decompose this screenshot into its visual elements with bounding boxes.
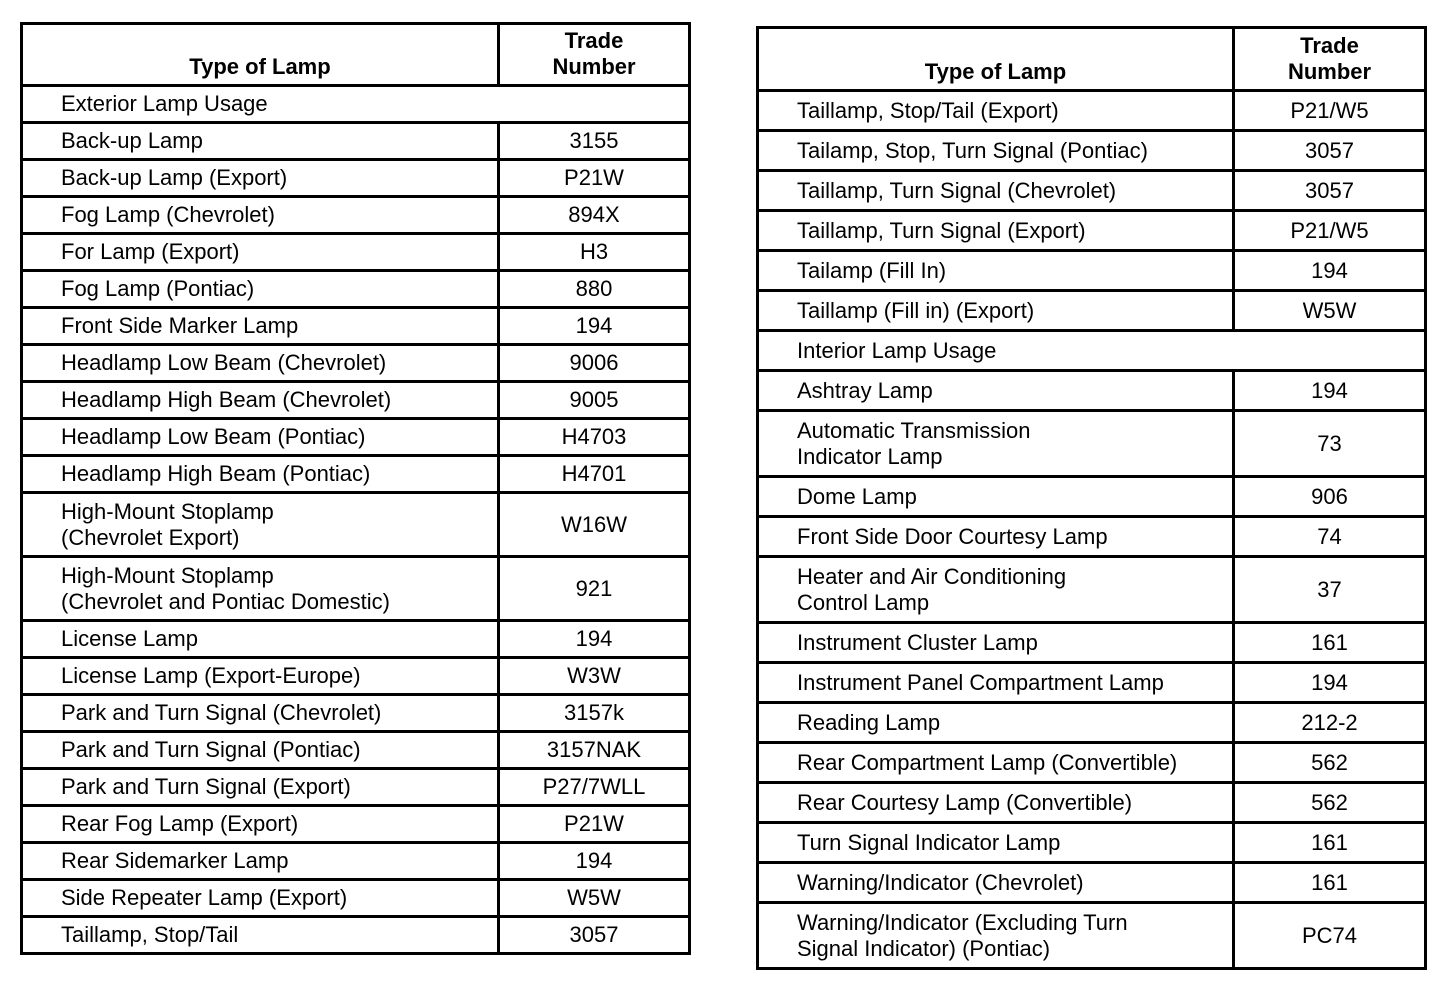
table-row (758, 211, 1426, 251)
lamp-type-text: Taillamp, Stop/Tail (61, 922, 239, 947)
lamp-type-text: Fog Lamp (Chevrolet) (61, 202, 275, 227)
lamp-type-cell (22, 557, 499, 621)
lamp-type-cell (22, 658, 499, 695)
trade-number-cell: 161 (1234, 623, 1426, 663)
table-row (758, 517, 1426, 557)
lamp-type-cell (758, 291, 1234, 331)
lamp-type-text: Instrument Cluster Lamp (797, 629, 1038, 655)
table-row (22, 456, 690, 493)
lamp-type-cell (758, 251, 1234, 291)
table-row (758, 783, 1426, 823)
right-table-body (758, 91, 1426, 969)
lamp-type-text: Rear Fog Lamp (Export) (61, 811, 299, 836)
lamp-type-cell (758, 211, 1234, 251)
table-row (22, 382, 690, 419)
table-row (758, 903, 1426, 969)
lamp-type-cell (758, 663, 1234, 703)
lamp-type-cell (758, 171, 1234, 211)
lamp-type-cell (22, 806, 499, 843)
trade-number-cell: 9006 (499, 345, 690, 382)
header-row (22, 24, 690, 86)
left-lamp-table (20, 22, 691, 955)
table-row (22, 345, 690, 382)
lamp-type-cell (22, 271, 499, 308)
trade-header-line1: Trade (1300, 33, 1359, 58)
trade-number-cell: H4703 (499, 419, 690, 456)
lamp-type-cell (22, 695, 499, 732)
table-row (758, 823, 1426, 863)
section-label: Interior Lamp Usage (758, 331, 1426, 371)
lamp-type-text-line2: Indicator Lamp (797, 443, 943, 469)
lamp-type-text: Tailamp, Stop, Turn Signal (Pontiac) (797, 137, 1148, 163)
trade-number-cell: 161 (1234, 863, 1426, 903)
trade-number-cell: P21W (499, 160, 690, 197)
lamp-type-text: Park and Turn Signal (Pontiac) (61, 737, 361, 762)
trade-number-cell: 921 (499, 557, 690, 621)
table-row (758, 703, 1426, 743)
trade-number-cell: 194 (499, 621, 690, 658)
trade-number-header (499, 24, 690, 86)
lamp-type-cell (758, 863, 1234, 903)
trade-number-cell: H3 (499, 234, 690, 271)
lamp-type-cell (758, 371, 1234, 411)
table-row (22, 621, 690, 658)
lamp-type-text: License Lamp (Export-Europe) (61, 663, 361, 688)
left-table-body (22, 86, 690, 954)
trade-number-cell: 562 (1234, 783, 1426, 823)
lamp-type-text: Instrument Panel Compartment Lamp (797, 669, 1164, 695)
trade-number-cell: 212-2 (1234, 703, 1426, 743)
lamp-type-text: Tailamp (Fill In) (797, 257, 947, 283)
table-row (758, 411, 1426, 477)
trade-header-line2: Number (1287, 59, 1372, 84)
lamp-type-text: Taillamp, Turn Signal (Export) (797, 217, 1086, 243)
lamp-type-text: Side Repeater Lamp (Export) (61, 885, 348, 910)
trade-number-cell: 194 (1234, 251, 1426, 291)
table-row (758, 291, 1426, 331)
table-row (758, 371, 1426, 411)
table-row (22, 234, 690, 271)
lamp-type-cell (22, 382, 499, 419)
lamp-type-cell (22, 732, 499, 769)
trade-number-cell: 3157k (499, 695, 690, 732)
trade-number-cell: W5W (499, 880, 690, 917)
table-row (758, 557, 1426, 623)
lamp-type-text: Taillamp, Turn Signal (Chevrolet) (797, 177, 1117, 203)
trade-number-cell: 562 (1234, 743, 1426, 783)
type-of-lamp-header: Type of Lamp (22, 24, 499, 86)
lamp-type-text: Fog Lamp (Pontiac) (61, 276, 255, 301)
trade-number-cell: 194 (1234, 663, 1426, 703)
lamp-type-text: Heater and Air Conditioning (797, 563, 1067, 589)
lamp-type-cell (22, 880, 499, 917)
lamp-type-cell (22, 769, 499, 806)
lamp-type-text: Taillamp (Fill in) (Export) (797, 297, 1035, 323)
lamp-type-text-line2: Control Lamp (797, 589, 930, 615)
lamp-type-text: Rear Sidemarker Lamp (61, 848, 289, 873)
section-row (22, 86, 690, 123)
trade-number-cell: 880 (499, 271, 690, 308)
table-row (22, 843, 690, 880)
trade-number-cell: W16W (499, 493, 690, 557)
lamp-type-text: Park and Turn Signal (Export) (61, 774, 351, 799)
lamp-type-cell (758, 743, 1234, 783)
trade-number-cell: 37 (1234, 557, 1426, 623)
lamp-type-cell (22, 843, 499, 880)
lamp-type-text: Reading Lamp (797, 709, 941, 735)
lamp-type-cell (758, 517, 1234, 557)
lamp-type-cell (22, 493, 499, 557)
trade-number-cell: 74 (1234, 517, 1426, 557)
lamp-type-cell (22, 419, 499, 456)
table-row (22, 695, 690, 732)
lamp-type-cell (22, 308, 499, 345)
table-row (758, 743, 1426, 783)
trade-number-cell: 161 (1234, 823, 1426, 863)
lamp-type-text: Rear Courtesy Lamp (Convertible) (797, 789, 1133, 815)
lamp-type-text: Headlamp Low Beam (Chevrolet) (61, 350, 387, 375)
trade-number-header (1234, 28, 1426, 91)
table-row (22, 123, 690, 160)
table-row (22, 732, 690, 769)
table-row (22, 419, 690, 456)
trade-number-cell: W5W (1234, 291, 1426, 331)
trade-number-cell: 3157NAK (499, 732, 690, 769)
trade-number-cell: 3057 (499, 917, 690, 954)
trade-number-cell: 906 (1234, 477, 1426, 517)
lamp-type-cell (22, 160, 499, 197)
lamp-type-text: Back-up Lamp (61, 128, 203, 153)
lamp-type-cell (758, 823, 1234, 863)
lamp-type-text-line2: (Chevrolet and Pontiac Domestic) (61, 588, 390, 614)
table-row (22, 769, 690, 806)
lamp-type-text: Headlamp High Beam (Pontiac) (61, 461, 371, 486)
table-row (758, 91, 1426, 131)
table-row (22, 880, 690, 917)
lamp-type-text: Rear Compartment Lamp (Convertible) (797, 749, 1178, 775)
lamp-type-cell (758, 903, 1234, 969)
table-row (22, 160, 690, 197)
table-row (758, 477, 1426, 517)
table-row (758, 663, 1426, 703)
lamp-type-text: Park and Turn Signal (Chevrolet) (61, 700, 382, 725)
lamp-type-cell (758, 557, 1234, 623)
lamp-type-cell (758, 91, 1234, 131)
table-row (758, 171, 1426, 211)
trade-number-cell: 194 (499, 843, 690, 880)
lamp-type-text-line2: Signal Indicator) (Pontiac) (797, 935, 1051, 961)
lamp-type-cell (22, 234, 499, 271)
lamp-type-cell (758, 623, 1234, 663)
lamp-type-cell (22, 197, 499, 234)
table-row (758, 131, 1426, 171)
trade-number-cell: 194 (1234, 371, 1426, 411)
lamp-type-cell (758, 477, 1234, 517)
table-row (22, 917, 690, 954)
lamp-type-text: High-Mount Stoplamp (61, 498, 274, 524)
lamp-type-cell (758, 703, 1234, 743)
header-row (758, 28, 1426, 91)
lamp-type-text: Taillamp, Stop/Tail (Export) (797, 97, 1059, 123)
lamp-type-cell (22, 621, 499, 658)
table-row (22, 557, 690, 621)
trade-number-cell: H4701 (499, 456, 690, 493)
lamp-type-text: Back-up Lamp (Export) (61, 165, 288, 190)
lamp-type-cell (758, 783, 1234, 823)
trade-number-cell: 9005 (499, 382, 690, 419)
section-row (758, 331, 1426, 371)
trade-number-cell: 194 (499, 308, 690, 345)
trade-number-cell: P21/W5 (1234, 91, 1426, 131)
trade-number-cell: 894X (499, 197, 690, 234)
trade-number-cell: P21W (499, 806, 690, 843)
table-row (22, 308, 690, 345)
table-row (22, 658, 690, 695)
section-label: Exterior Lamp Usage (22, 86, 690, 123)
trade-number-cell: W3W (499, 658, 690, 695)
table-row (22, 493, 690, 557)
lamp-type-text: Automatic Transmission (797, 417, 1031, 443)
lamp-type-text: Warning/Indicator (Chevrolet) (797, 869, 1084, 895)
lamp-type-cell (758, 131, 1234, 171)
trade-number-cell: 3057 (1234, 131, 1426, 171)
lamp-type-text: License Lamp (61, 626, 198, 651)
table-row (22, 806, 690, 843)
lamp-type-cell (22, 345, 499, 382)
lamp-type-cell (22, 123, 499, 160)
trade-number-cell: 3057 (1234, 171, 1426, 211)
lamp-type-text: Headlamp Low Beam (Pontiac) (61, 424, 366, 449)
trade-number-cell: P21/W5 (1234, 211, 1426, 251)
trade-header-line2: Number (552, 54, 636, 79)
lamp-type-text: Front Side Door Courtesy Lamp (797, 523, 1108, 549)
table-row (758, 863, 1426, 903)
right-lamp-table (756, 26, 1427, 970)
table-row (758, 251, 1426, 291)
trade-number-cell: PC74 (1234, 903, 1426, 969)
lamp-type-cell (22, 917, 499, 954)
trade-number-cell: P27/7WLL (499, 769, 690, 806)
trade-number-cell: 73 (1234, 411, 1426, 477)
lamp-type-cell (758, 411, 1234, 477)
lamp-type-text: For Lamp (Export) (61, 239, 240, 264)
table-row (22, 197, 690, 234)
trade-number-cell: 3155 (499, 123, 690, 160)
lamp-type-text: Ashtray Lamp (797, 377, 933, 403)
type-of-lamp-header: Type of Lamp (758, 28, 1234, 91)
lamp-type-text: Turn Signal Indicator Lamp (797, 829, 1061, 855)
trade-header-line1: Trade (564, 28, 624, 53)
lamp-type-text-line2: (Chevrolet Export) (61, 524, 240, 550)
lamp-type-text: Front Side Marker Lamp (61, 313, 299, 338)
lamp-type-text: High-Mount Stoplamp (61, 562, 274, 588)
table-row (22, 271, 690, 308)
lamp-type-text: Warning/Indicator (Excluding Turn (797, 909, 1128, 935)
lamp-type-cell (22, 456, 499, 493)
table-row (758, 623, 1426, 663)
lamp-type-text: Dome Lamp (797, 483, 917, 509)
lamp-type-text: Headlamp High Beam (Chevrolet) (61, 387, 392, 412)
